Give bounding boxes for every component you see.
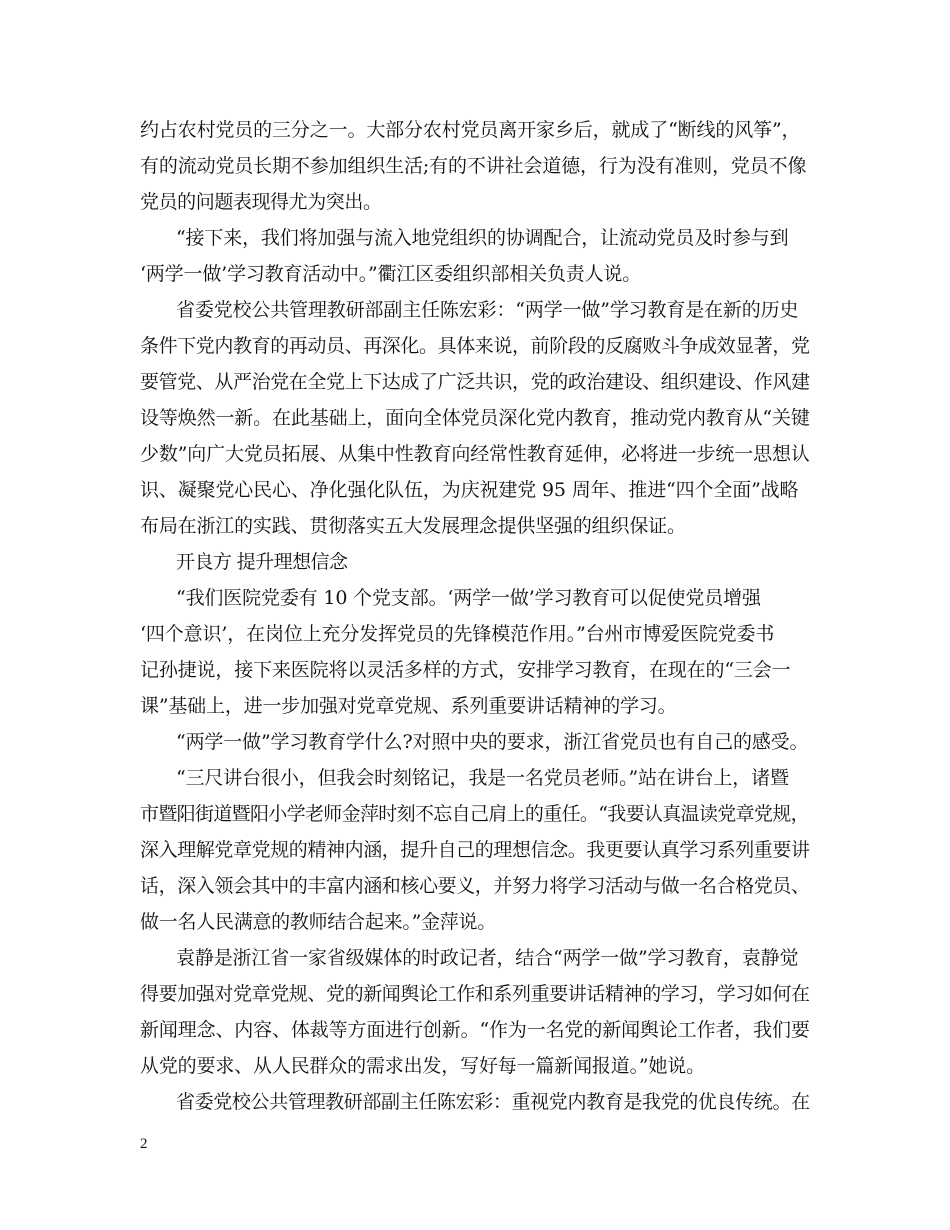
text-line: 深入理解党章党规的精神内涵，提升自己的理想信念。我更要认真学习系列重要讲 [140,839,810,861]
body-text [140,112,815,1120]
text-line: 布局在浙江的实践、贯彻落实五大发展理念提供坚强的组织保证。 [140,515,686,537]
page-number: 2 [140,1136,148,1152]
text-line: 约占农村党员的三分之一。大部分农村党员离开家乡后，就成了“断线的风筝”， [140,119,801,141]
text-line: 条件下党内教育的再动员、再深化。具体来说，前阶段的反腐败斗争成效显著，党 [140,335,810,357]
paragraph-start: 省委党校公共管理教研部副主任陈宏彩：“两学一做”学习教育是在新的历史 [176,299,799,321]
text-line: ‘四个意识’，在岗位上充分发挥党员的先锋模范作用。”台州市博爱医院党委书 [140,623,775,645]
paragraph-start: “三尺讲台很小，但我会时刻铭记，我是一名党员老师。”站在讲台上，诸暨 [176,767,789,789]
paragraph-start: “两学一做”学习教育学什么?对照中央的要求，浙江省党员也有自己的感受。 [176,731,809,753]
text-line: 做一名人民满意的教师结合起来。”金萍说。 [140,911,497,933]
paragraph-start: “接下来，我们将加强与流入地党组织的协调配合，让流动党员及时参与到 [176,227,789,249]
paragraph-start: 袁静是浙江省一家省级媒体的时政记者，结合“两学一做”学习教育，袁静觉 [176,947,799,969]
text-line: ‘两学一做’学习教育活动中。”衢江区委组织部相关负责人说。 [140,263,642,285]
paragraph-start: 省委党校公共管理教研部副主任陈宏彩：重视党内教育是我党的优良传统。在 [176,1091,810,1113]
text-line: 课”基础上，进一步加强对党章党规、系列重要讲话精神的学习。 [140,695,677,717]
text-line: 从党的要求、从人民群众的需求出发，写好每一篇新闻报道。”她说。 [140,1055,705,1077]
text-line: 市暨阳街道暨阳小学老师金萍时刻不忘自己肩上的重任。“我要认真温读党章党规， [140,803,809,825]
text-line: 有的流动党员长期不参加组织生活;有的不讲社会道德，行为没有准则，党员不像 [140,155,807,177]
text-line: 新闻理念、内容、体裁等方面进行创新。“作为一名党的新闻舆论工作者，我们要 [140,1019,810,1041]
text-line: 少数”向广大党员拓展、从集中性教育向经常性教育延伸，必将进一步统一思想认 [140,443,810,465]
text-line: 要管党、从严治党在全党上下达成了广泛共识，党的政治建设、组织建设、作风建 [140,371,810,393]
text-line: 识、凝聚党心民心、净化强化队伍，为庆祝建党 95 周年、推进“四个全面”战略 [140,479,799,501]
text-line: 得要加强对党章党规、党的新闻舆论工作和系列重要讲话精神的学习，学习如何在 [140,983,810,1005]
text-line: 设等焕然一新。在此基础上，面向全体党员深化党内教育，推动党内教育从“关键 [140,407,810,429]
section-heading: 开良方 提升理想信念 [176,551,348,573]
text-line: 党员的问题表现得尤为突出。 [140,191,382,213]
paragraph-start: “我们医院党委有 10 个党支部。‘两学一做’学习教育可以促使党员增强 [176,587,761,609]
text-line: 记孙捷说，接下来医院将以灵活多样的方式，安排学习教育，在现在的“三会一 [140,659,791,681]
text-line: 话，深入领会其中的丰富内涵和核心要义，并努力将学习活动与做一名合格党员、 [140,875,810,897]
